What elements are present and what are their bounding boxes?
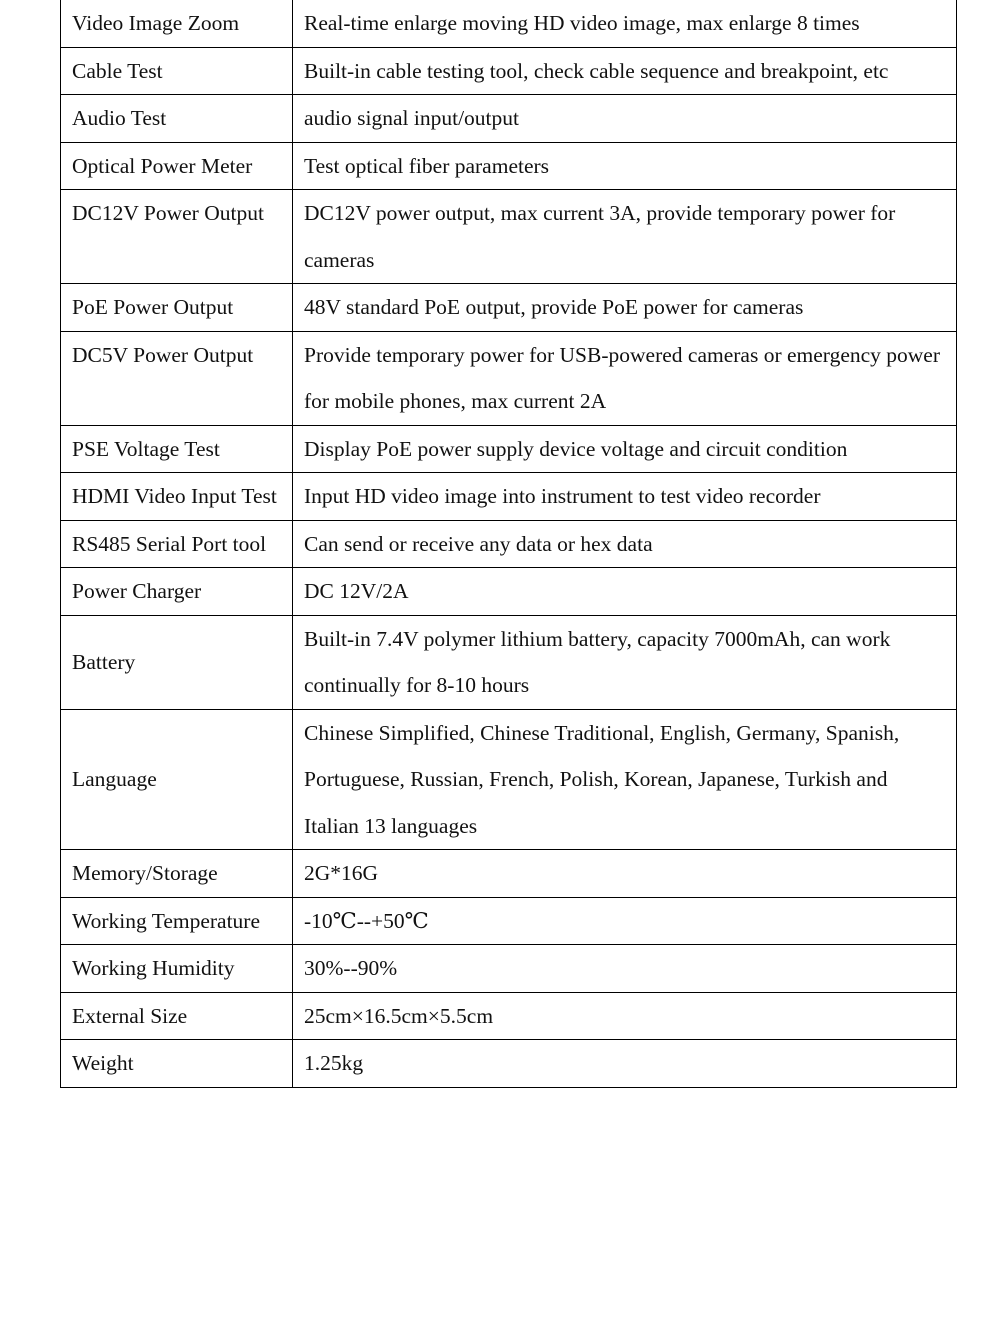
table-row: [61, 568, 957, 616]
spec-value: Can send or receive any data or hex data: [293, 520, 957, 568]
spec-value: DC12V power output, max current 3A, provide temporary power for cameras: [293, 190, 957, 284]
spec-label: HDMI Video Input Test: [61, 473, 293, 521]
spec-label: Video Image Zoom: [61, 0, 293, 47]
table-row: [61, 425, 957, 473]
spec-label: Power Charger: [61, 568, 293, 616]
spec-label: Memory/Storage: [61, 850, 293, 898]
spec-label: Battery: [61, 615, 293, 709]
spec-label: Cable Test: [61, 47, 293, 95]
spec-value: Provide temporary power for USB-powered cameras or emergency power for mobile phones, max current 2A: [293, 331, 957, 425]
table-row: [61, 520, 957, 568]
spec-label: Working Humidity: [61, 945, 293, 993]
table-row: [61, 709, 957, 850]
spec-label: Audio Test: [61, 95, 293, 143]
table-row: [61, 992, 957, 1040]
table-row: [61, 473, 957, 521]
table-row: [61, 897, 957, 945]
table-row: [61, 615, 957, 709]
spec-value: 25cm×16.5cm×5.5cm: [293, 992, 957, 1040]
spec-label: Weight: [61, 1040, 293, 1088]
spec-label: DC12V Power Output: [61, 190, 293, 284]
spec-value: Built-in 7.4V polymer lithium battery, capacity 7000mAh, can work continually for 8-10 hours: [293, 615, 957, 709]
table-row: [61, 190, 957, 284]
spec-value: 48V standard PoE output, provide PoE power for cameras: [293, 284, 957, 332]
spec-label: Language: [61, 709, 293, 850]
table-row: [61, 284, 957, 332]
spec-value: Test optical fiber parameters: [293, 142, 957, 190]
spec-value: Chinese Simplified, Chinese Traditional, English, Germany, Spanish, Portuguese, Russian, French, Polish, Korean, Japanese, Turkish and Italian 13 languages: [293, 709, 957, 850]
spec-label: RS485 Serial Port tool: [61, 520, 293, 568]
table-row: [61, 142, 957, 190]
spec-label: Optical Power Meter: [61, 142, 293, 190]
spec-value: audio signal input/output: [293, 95, 957, 143]
table-row: [61, 0, 957, 47]
spec-value: 1.25kg: [293, 1040, 957, 1088]
spec-value: 30%--90%: [293, 945, 957, 993]
spec-label: DC5V Power Output: [61, 331, 293, 425]
spec-value: DC 12V/2A: [293, 568, 957, 616]
spec-label: Working Temperature: [61, 897, 293, 945]
spec-label: PSE Voltage Test: [61, 425, 293, 473]
spec-value: Input HD video image into instrument to test video recorder: [293, 473, 957, 521]
spec-value: Display PoE power supply device voltage and circuit condition: [293, 425, 957, 473]
spec-label: External Size: [61, 992, 293, 1040]
spec-value: -10℃--+50℃: [293, 897, 957, 945]
table-row: [61, 47, 957, 95]
table-row: [61, 95, 957, 143]
spec-value: 2G*16G: [293, 850, 957, 898]
table-row: [61, 1040, 957, 1088]
table-row: [61, 331, 957, 425]
spec-value: Built-in cable testing tool, check cable sequence and breakpoint, etc: [293, 47, 957, 95]
spec-value: Real-time enlarge moving HD video image, max enlarge 8 times: [293, 0, 957, 47]
spec-label: PoE Power Output: [61, 284, 293, 332]
table-row: [61, 850, 957, 898]
spec-table: [60, 0, 957, 1088]
table-row: [61, 945, 957, 993]
